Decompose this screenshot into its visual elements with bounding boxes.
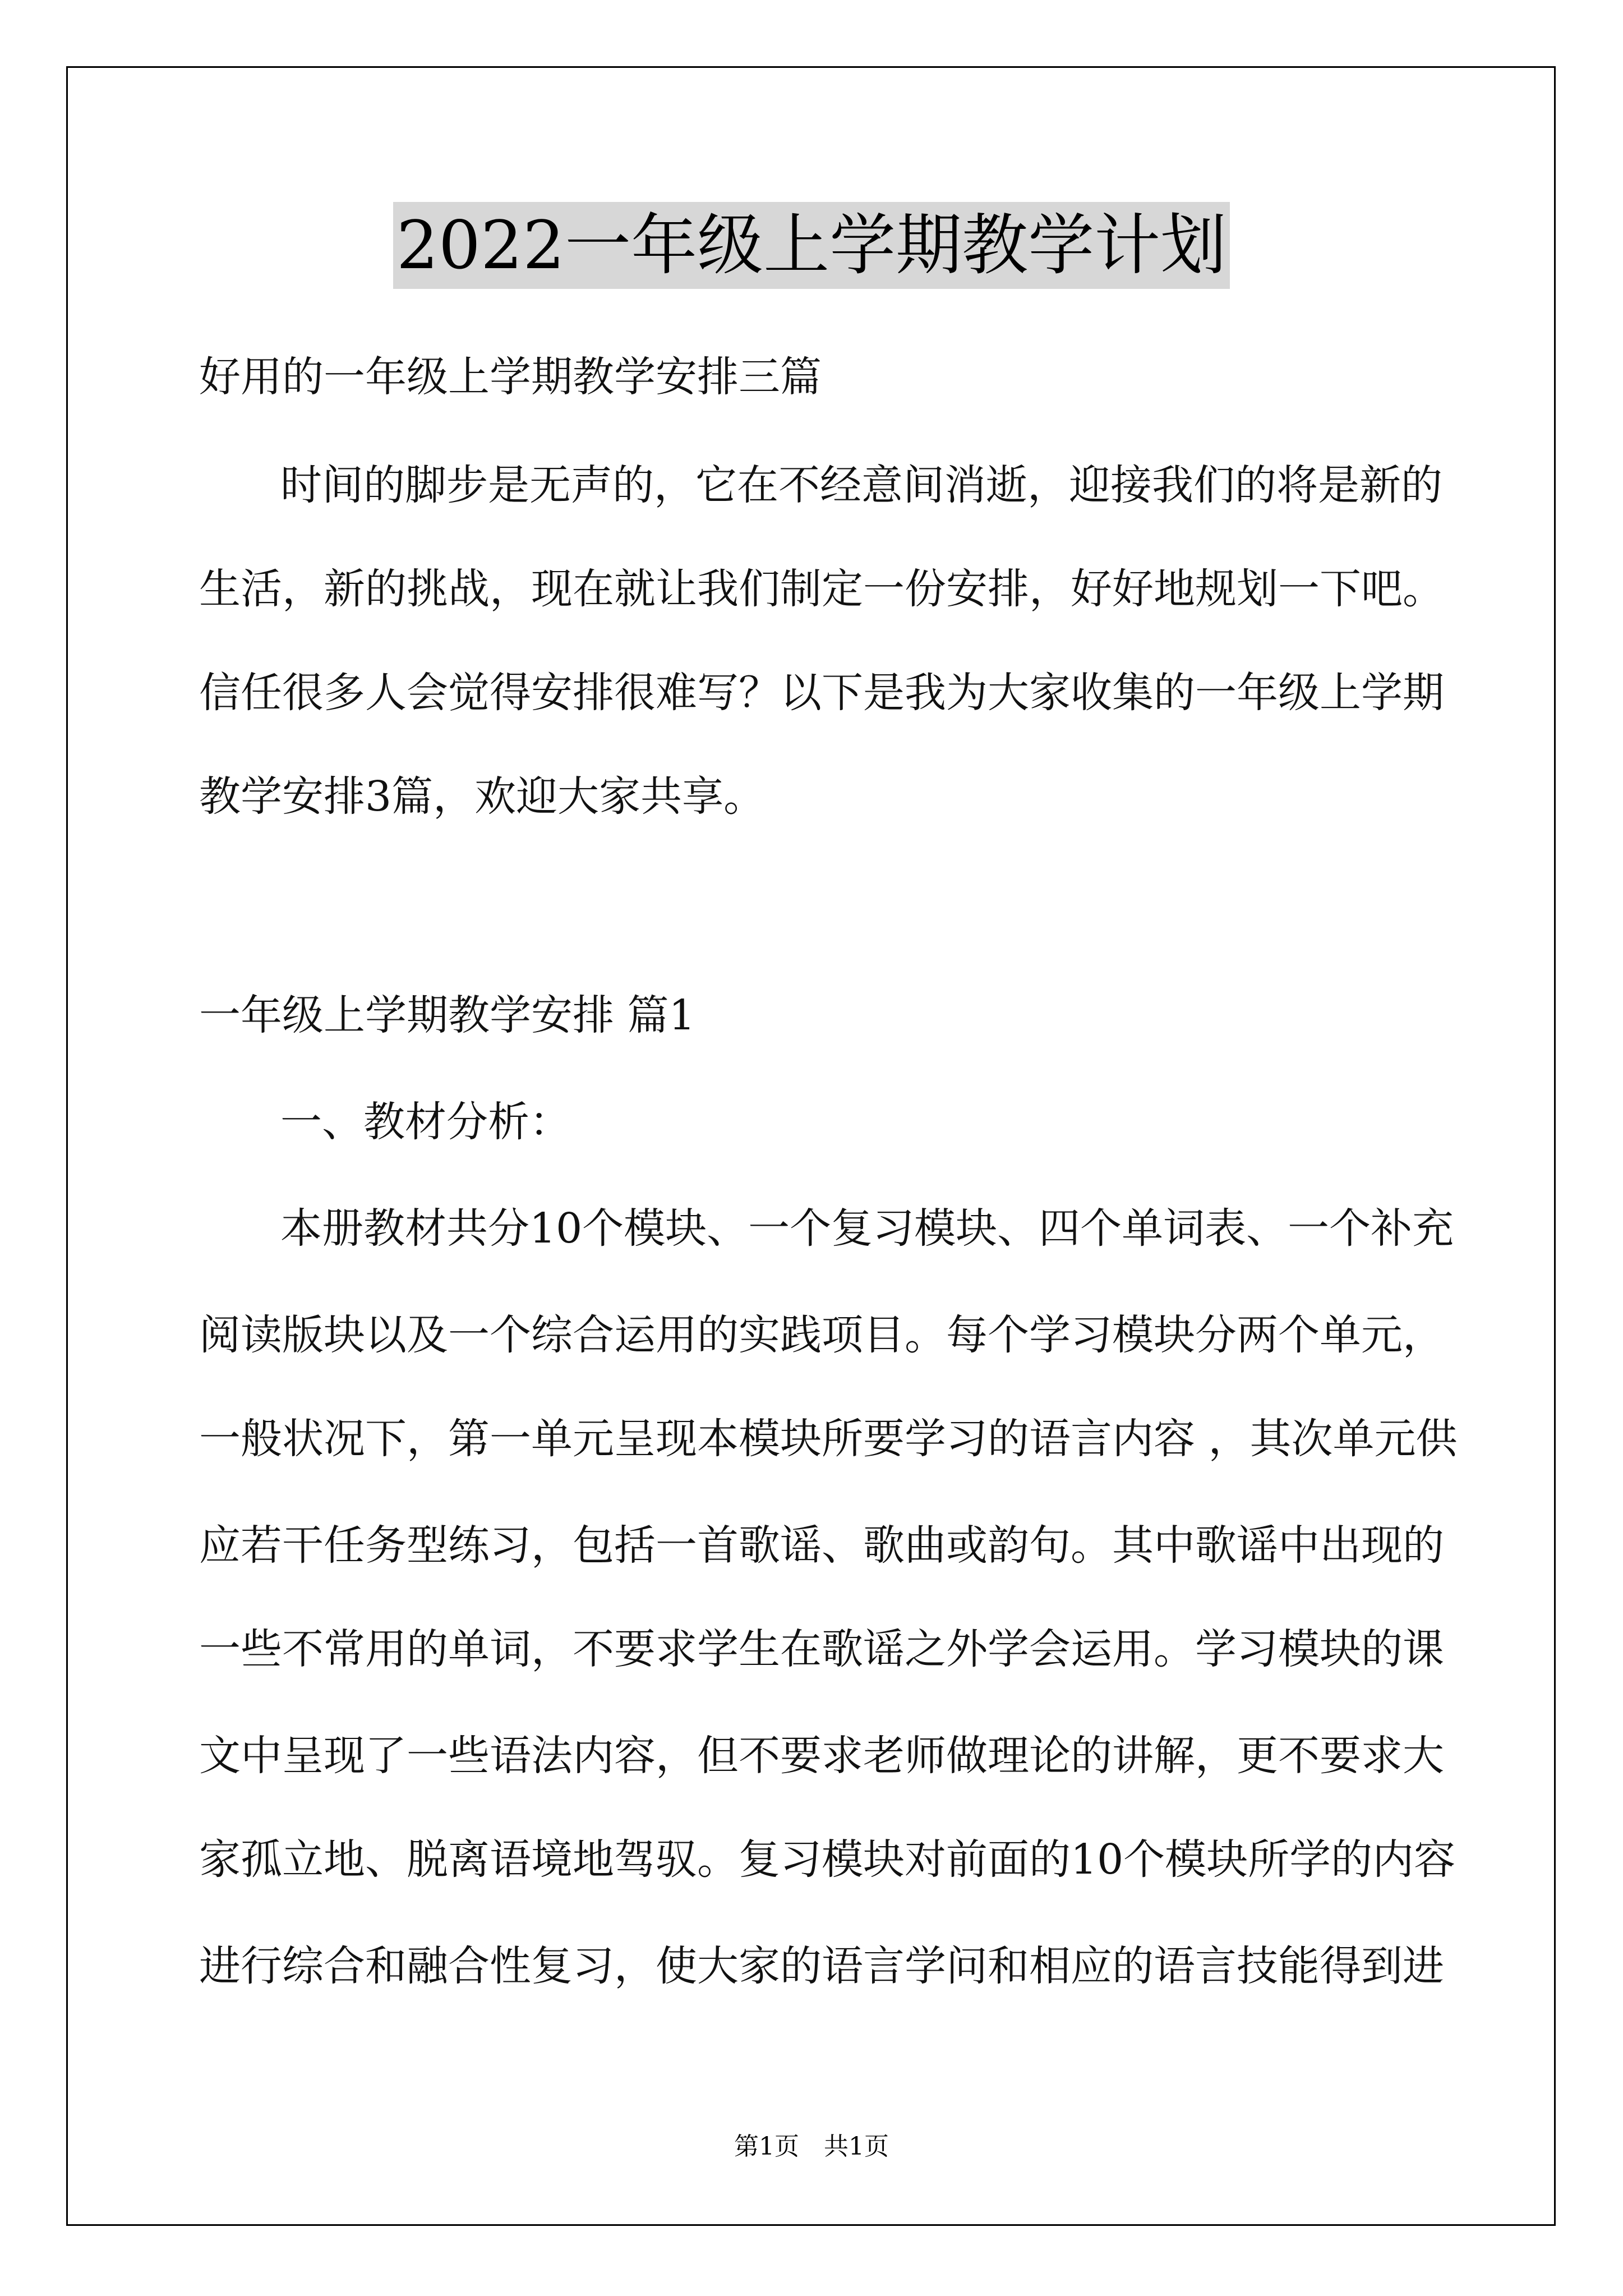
paragraph-line: 应若干任务型练习，包括一首歌谣、歌曲或韵句。其中歌谣中出现的 [199, 1521, 1444, 1570]
paragraph-line: 本册教材共分10个模块、一个复习模块、四个单词表、一个补充 [280, 1204, 1454, 1253]
subtitle-line: 好用的一年级上学期教学安排三篇 [199, 353, 822, 401]
paragraph-line: 文中呈现了一些语法内容，但不要求老师做理论的讲解，更不要求大 [199, 1732, 1444, 1780]
paragraph-line: 教学安排3篇，欢迎大家共享。 [199, 772, 766, 821]
paragraph-line: 阅读版块以及一个综合运用的实践项目。每个学习模块分两个单元， [199, 1311, 1444, 1359]
document-title: 2022一年级上学期教学计划 [393, 202, 1230, 289]
title-container [0, 202, 1623, 289]
paragraph-line: 家孤立地、脱离语境地驾驭。复习模块对前面的10个模块所学的内容 [199, 1835, 1456, 1884]
paragraph-line: 生活，新的挑战，现在就让我们制定一份安排，好好地规划一下吧。 [199, 565, 1444, 613]
page-footer: 第1页 共1页 [734, 2132, 889, 2161]
paragraph-line: 信任很多人会觉得安排很难写？以下是我为大家收集的一年级上学期 [199, 669, 1444, 717]
paragraph-line: 时间的脚步是无声的，它在不经意间消逝，迎接我们的将是新的 [280, 461, 1442, 509]
section-heading: 一年级上学期教学安排 篇1 [199, 991, 695, 1039]
paragraph-line: 一般状况下，第一单元呈现本模块所要学习的语言内容 ，其次单元供 [199, 1415, 1458, 1463]
paragraph-line: 一些不常用的单词，不要求学生在歌谣之外学会运用。学习模块的课 [199, 1625, 1444, 1673]
subsection-heading: 一、教材分析： [280, 1098, 571, 1146]
paragraph-line: 进行综合和融合性复习，使大家的语言学问和相应的语言技能得到进 [199, 1942, 1444, 1990]
